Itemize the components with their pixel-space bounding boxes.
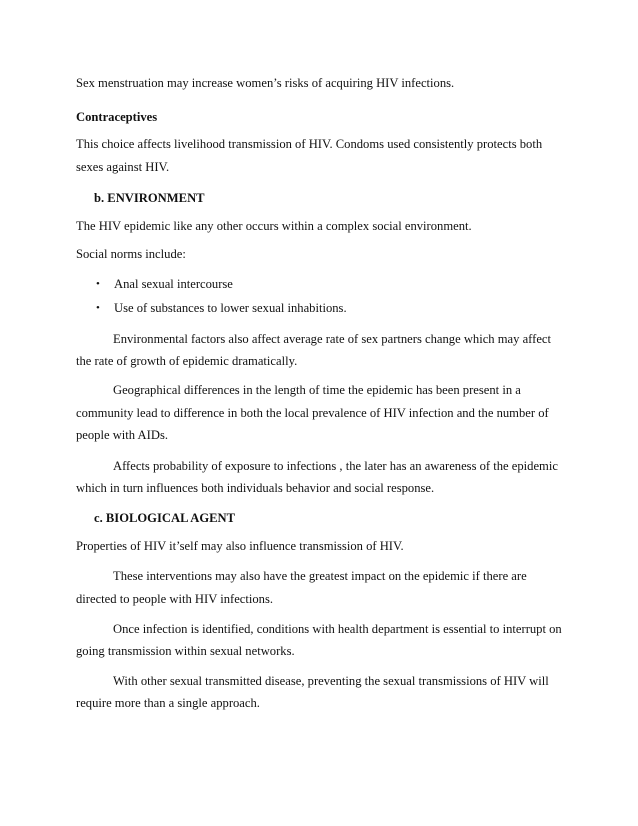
section-heading-environment: b. ENVIRONMENT xyxy=(94,191,205,205)
paragraph-line: With other sexual transmitted disease, preventing the sexual transmissions of HIV will xyxy=(113,674,549,688)
section-heading-contraceptives: Contraceptives xyxy=(76,110,158,124)
paragraph-line: Environmental factors also affect average rate of sex partners change which may affect xyxy=(113,332,552,346)
paragraph-line: This choice affects livelihood transmission of HIV. Condoms used consistently protects both xyxy=(76,137,543,151)
paragraph-line: Geographical differences in the length of time the epidemic has been present in a xyxy=(113,383,521,397)
list-item: Anal sexual intercourse xyxy=(114,277,233,291)
list-item: Use of substances to lower sexual inhabitions. xyxy=(114,301,347,315)
paragraph-line: require more than a single approach. xyxy=(76,696,260,710)
paragraph-line: directed to people with HIV infections. xyxy=(76,592,274,606)
paragraph-line: the rate of growth of epidemic dramatically. xyxy=(76,354,298,368)
paragraph-line: community lead to difference in both the local prevalence of HIV infection and the number of xyxy=(76,406,549,420)
paragraph-line: Social norms include: xyxy=(76,247,186,261)
paragraph-line: These interventions may also have the greatest impact on the epidemic if there are xyxy=(113,569,527,583)
bullet-icon: • xyxy=(96,302,100,314)
bullet-icon: • xyxy=(96,278,100,290)
paragraph-line: Once infection is identified, conditions with health department is essential to interrupt on xyxy=(113,622,562,636)
paragraph-line: people with AIDs. xyxy=(76,428,168,442)
section-heading-biological-agent: c. BIOLOGICAL AGENT xyxy=(94,511,236,525)
paragraph-line: Sex menstruation may increase women’s risks of acquiring HIV infections. xyxy=(76,76,455,90)
paragraph-line: sexes against HIV. xyxy=(76,160,170,174)
paragraph-line: Properties of HIV it’self may also influence transmission of HIV. xyxy=(76,539,404,553)
paragraph-line: going transmission within sexual networks. xyxy=(76,644,295,658)
paragraph-line: which in turn influences both individuals behavior and social response. xyxy=(76,481,435,495)
paragraph-line: The HIV epidemic like any other occurs within a complex social environment. xyxy=(76,219,472,233)
paragraph-line: Affects probability of exposure to infections , the later has an awareness of the epidemic xyxy=(113,459,558,473)
